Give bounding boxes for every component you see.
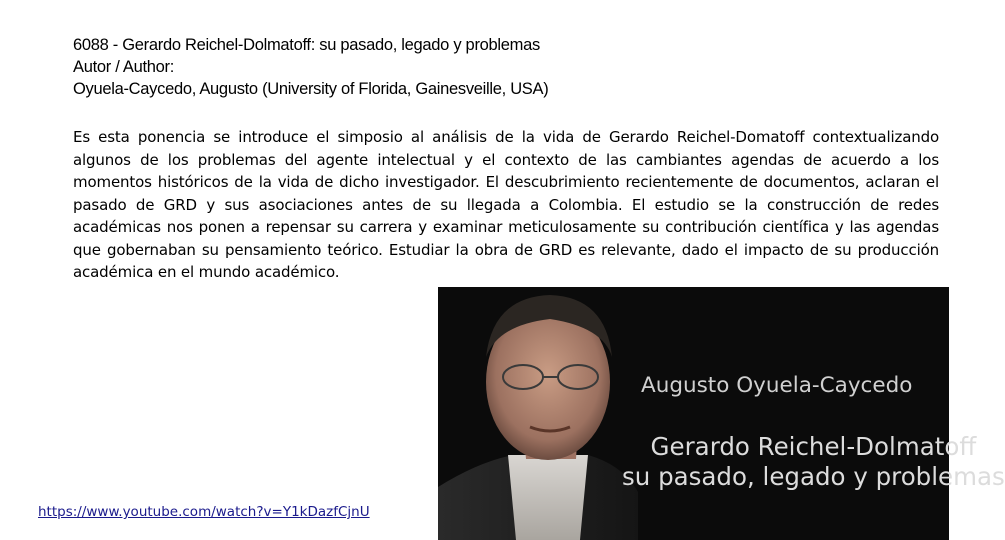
video-title-line-2: su pasado, legado y problemas [622, 462, 1005, 491]
abstract-paragraph: Es esta ponencia se introduce el simposio al análisis de la vida de Gerardo Reichel-Domatoff contextualizando algunos de los problemas del agente intelectual y el contexto de las cambiantes agendas de acuerdo a los momentos históricos de la vida de dicho investigador. El descubrimiento recientemente de documentos, aclaran el pasado de GRD y sus asociaciones antes de su llegada a Colombia. El estudio se la construcción de redes académicas nos ponen a repensar su carrera y examinar meticulosamente su contribución científica y las agendas que gobernaban su pensamiento teórico. Estudiar la obra de GRD es relevante, dado el impacto de su producción académica en el mundo académico. [73, 128, 939, 281]
video-speaker-name: Augusto Oyuela-Caycedo [641, 373, 913, 398]
author-name: Oyuela-Caycedo, Augusto (University of Florida, Gainesveille, USA) [73, 80, 549, 98]
video-title-line-1: Gerardo Reichel-Dolmatoff [650, 432, 977, 461]
youtube-link[interactable]: https://www.youtube.com/watch?v=Y1kDazfCjnU [38, 504, 370, 520]
paper-title: 6088 - Gerardo Reichel-Dolmatoff: su pasado, legado y problemas [73, 36, 540, 54]
speaker-photo [438, 287, 949, 540]
header-block [73, 34, 548, 100]
author-label: Autor / Author: [73, 58, 174, 76]
video-thumbnail[interactable] [438, 287, 1005, 540]
video-title [622, 432, 1005, 492]
